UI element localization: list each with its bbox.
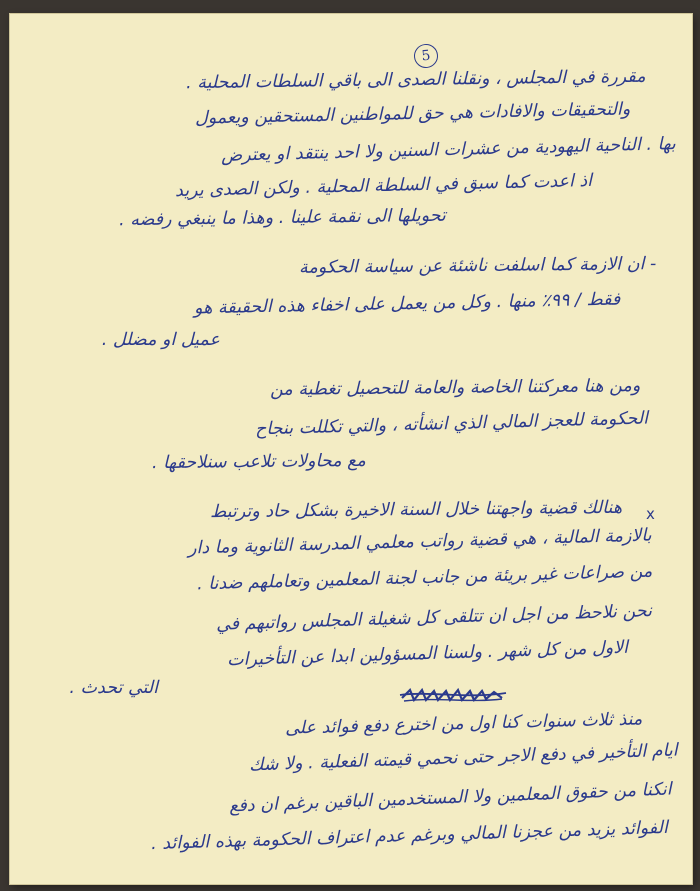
text-line-4: اذ اعدت كما سبق في السلطة المحلية . ولكن الصدى يريد [174, 170, 593, 202]
text-line-8: عميل او مضلل . [101, 330, 220, 350]
text-line-21: الفوائد يزيد من عجزنا المالي وبرغم عدم اعتراف الحكومة بهذه الفوائد . [150, 817, 669, 855]
text-line-7: فقط / ٩٩٪ منها . وكل من يعمل على اخفاء هذه الحقيقة هو [193, 289, 621, 319]
text-line-16: الاول من كل شهر . ولسنا المسؤولين ابدا عن التأخيرات [226, 637, 629, 671]
text-line-14: من صراعات غير بريئة من جانب لجنة المعلمين وتعاملهم ضدنا . [196, 561, 653, 595]
text-line-9: ومن هنا معركتنا الخاصة والعامة للتحصيل تغطية من [269, 376, 641, 400]
text-line-19: ايام التأخير في دفع الاجر حتى نحمي قيمته الفعلية . ولا شك [249, 740, 679, 776]
crossed-out-text-scribble [398, 682, 508, 708]
text-line-20: انكنا من حقوق المعلمين ولا المستخدمين الباقين برغم ان دفع [229, 779, 673, 817]
text-line-11: مع محاولات تلاعب سنلاحقها . [152, 450, 367, 474]
text-line-12: هنالك قضية واجهتنا خلال السنة الاخيرة بشكل حاد وترتبط [209, 497, 623, 523]
page-number-circle: 5 [413, 43, 439, 69]
text-line-15: نحن نلاحظ من اجل ان تتلقى كل شغيلة المجلس رواتبهم في [215, 601, 653, 635]
bullet-x-mark: x [646, 505, 655, 523]
text-line-10: الحكومة للعجز المالي الذي انشأته ، والتي تكللت بنجاح [254, 408, 649, 440]
text-line-13: بالازمة المالية ، هي قضية رواتب معلمي المدرسة الثانوية وما دار [188, 525, 653, 559]
text-line-1: مقررة في المجلس ، ونقلنا الصدى الى باقي السلطات المحلية . [186, 66, 647, 94]
text-line-18: منذ ثلاث سنوات كنا اول من اخترع دفع فوائد على [284, 709, 643, 739]
text-line-3: بها . الناحية اليهودية من عشرات السنين ولا احد ينتقد او يعترض [220, 134, 677, 166]
text-line-6: - ان الازمة كما اسلفت ناشئة عن سياسة الحكومة [298, 254, 657, 278]
text-line-17: التي تحدث . [69, 678, 158, 698]
manuscript-page [10, 14, 692, 884]
text-line-5: تحويلها الى نقمة علينا . وهذا ما ينبغي رفضه . [119, 205, 447, 231]
text-line-2: والتحقيقات والافادات هي حق للمواطنين المستحقين ويعمول [194, 99, 631, 129]
